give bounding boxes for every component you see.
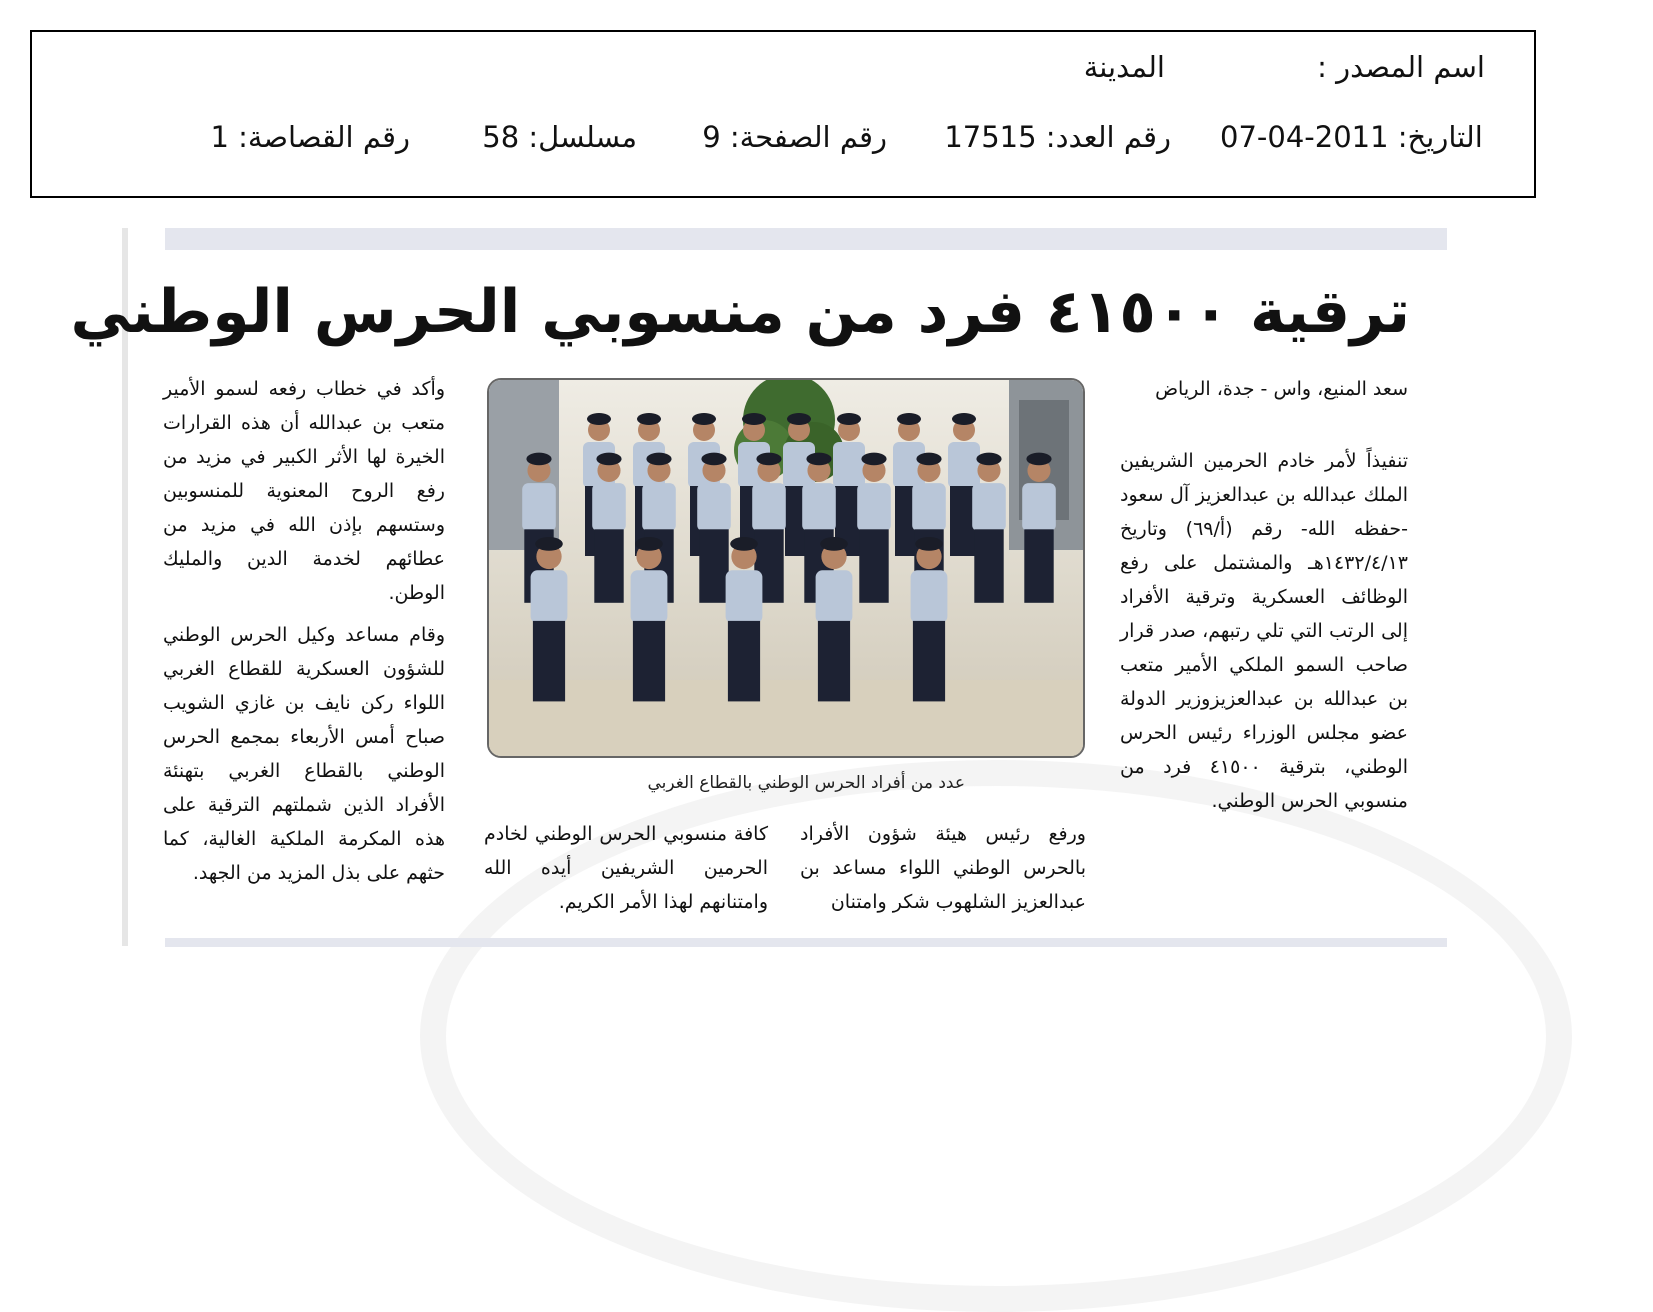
article-headline: ترقية ٤١٥٠٠ فرد من منسوبي الحرس الوطني [70, 277, 1410, 347]
issue-field: رقم العدد: 17515 [944, 120, 1171, 154]
source-value: المدينة [1083, 50, 1165, 84]
article-paragraph: وأكد في خطاب رفعه لسمو الأمير متعب بن عبدالله أن هذه القرارات الخيرة لها الأثر الكبير في مزيد من رفع الروح المعنوية للمنسوبين وستسهم بإذن الله في مزيد من عطائهم لخدمة الدين والمليك الوطن. [163, 378, 445, 604]
clip-field: رقم القصاصة: 1 [210, 120, 410, 154]
source-label: اسم المصدر : [1317, 50, 1485, 84]
photo-caption: عدد من أفراد الحرس الوطني بالقطاع الغربي [647, 773, 965, 793]
clipping-bottom-bar [165, 938, 1447, 947]
article-byline: سعد المنيع، واس - جدة، الرياض [1155, 378, 1408, 400]
article-column-right [1120, 372, 1408, 818]
article-paragraph: تنفيذاً لأمر خادم الحرمين الشريفين الملك عبدالله بن عبدالعزيز آل سعود -حفظه الله- رقم (أ/٦٩) وتاريخ ١٤٣٢/٤/١٣هـ والمشتمل على رفع الوظائف العسكرية وترقية الأفراد إلى الرتب التي تلي رتبهم، صدر قرار صاحب السمو الملكي الأمير متعب بن عبدالله بن عبدالعزيزوزير الدولة عضو مجلس الوزراء رئيس الحرس الوطني، بترقية ٤١٥٠٠ فرد من منسوبي الحرس الوطني. [1120, 450, 1409, 812]
page-field: رقم الصفحة: 9 [702, 120, 887, 154]
metadata-box [30, 30, 1536, 198]
article-paragraph: ورفع رئيس هيئة شؤون الأفراد بالحرس الوطني اللواء مساعد بن عبدالعزيز الشلهوب شكر وامتنان [800, 823, 1086, 913]
article-paragraph: كافة منسوبي الحرس الوطني لخادم الحرمين الشريفين أيده الله وامتنانهم لهذا الأمر الكريم. [484, 823, 768, 913]
date-field: التاريخ: 2011-04-07 [1220, 120, 1483, 154]
article-column-left [163, 372, 445, 890]
guards-group-photo [489, 380, 1083, 756]
clipping-top-bar [165, 228, 1447, 250]
serial-field: مسلسل: 58 [482, 120, 637, 154]
article-photo [487, 378, 1085, 758]
article-paragraph: وقام مساعد وكيل الحرس الوطني للشؤون العسكرية للقطاع الغربي اللواء ركن نايف بن غازي الشويب صباح أمس الأربعاء بمجمع الحرس الوطني بالقطاع الغربي بتهنئة الأفراد الذين شملتهم الترقية على هذه المكرمة الملكية الغالية، كما حثهم على بذل المزيد من الجهد. [163, 624, 445, 884]
article-column-bottom-1 [800, 817, 1086, 919]
article-column-bottom-2 [484, 817, 768, 919]
